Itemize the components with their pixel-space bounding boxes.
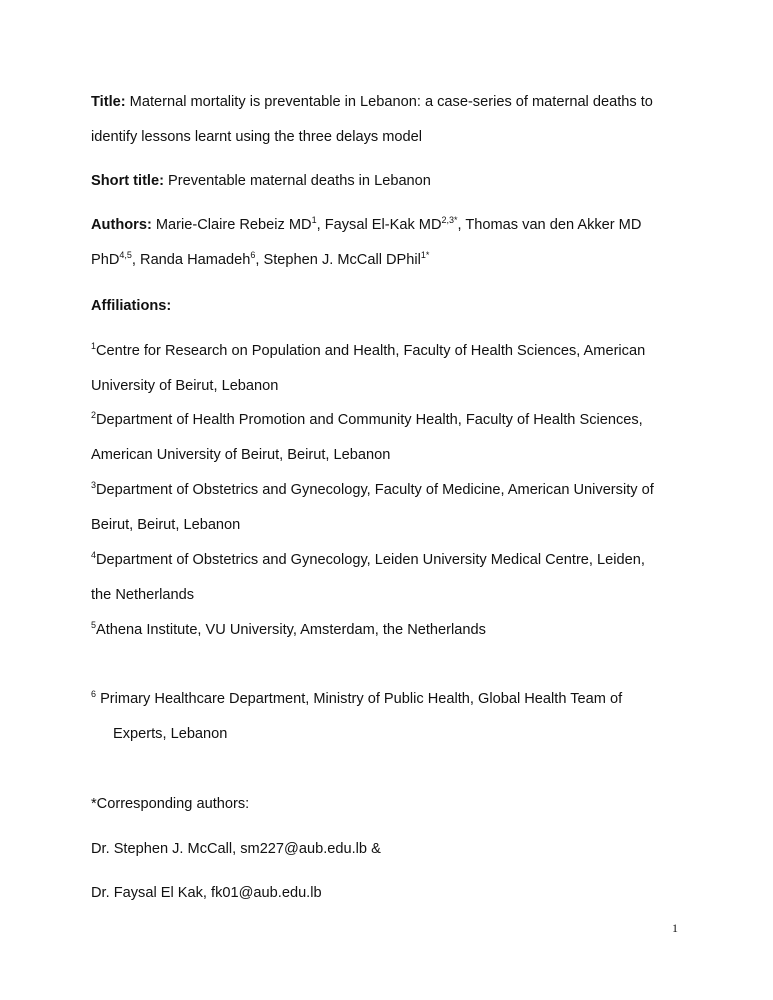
authors-line-2	[91, 251, 429, 269]
affiliation-5-text: Athena Institute, VU University, Amsterdam, the Netherlands	[96, 622, 486, 638]
affiliation-4-line-2	[91, 586, 194, 604]
authors-label: Authors:	[91, 217, 152, 233]
affiliation-2-sup: 2	[91, 410, 97, 420]
affiliation-3-line-1	[91, 481, 654, 499]
affiliations-heading	[91, 297, 171, 315]
affiliations-label: Affiliations:	[91, 298, 172, 314]
author-3-name: Thomas van den Akker MD	[465, 217, 642, 233]
affiliation-6-sup: 6	[91, 689, 97, 699]
affiliation-5-sup: 5	[91, 620, 97, 630]
author-5-name: Stephen J. McCall DPhil	[263, 252, 421, 268]
author-1-name: Marie-Claire Rebeiz MD	[155, 217, 312, 233]
affiliation-4-sup: 4	[91, 550, 97, 560]
author-3-name-cont: PhD	[91, 252, 120, 268]
authors-line-1	[91, 216, 641, 234]
affiliation-2-text: Department of Health Promotion and Community Health, Faculty of Health Sciences,	[96, 412, 643, 428]
affiliation-3-text-cont: Beirut, Beirut, Lebanon	[91, 517, 241, 533]
affiliation-5-line-1	[91, 621, 486, 639]
corresponding-label: *Corresponding authors:	[91, 796, 250, 812]
author-2-sup: 2,3*	[441, 215, 458, 225]
short-title-label: Short title:	[91, 173, 164, 189]
author-5-sup: 1*	[420, 250, 430, 260]
affiliation-3-line-2	[91, 516, 240, 534]
author-4-sup: 6	[250, 250, 256, 260]
short-title-text: Preventable maternal deaths in Lebanon	[168, 173, 431, 189]
title-text-cont: identify lessons learnt using the three delays model	[91, 129, 422, 145]
author-sep: ,	[131, 252, 136, 268]
corresponding-author-2-text: Dr. Faysal El Kak, fk01@aub.edu.lb	[91, 885, 322, 901]
corresponding-author-1-text: Dr. Stephen J. McCall, sm227@aub.edu.lb &	[91, 841, 381, 857]
affiliation-2-line-2	[91, 446, 390, 464]
affiliation-6-text-cont: Experts, Lebanon	[113, 726, 228, 742]
page-number: 1	[672, 921, 678, 935]
author-1-sup: 1	[311, 215, 317, 225]
corresponding-heading	[91, 795, 249, 813]
corresponding-author-1	[91, 840, 381, 858]
affiliation-3-sup: 3	[91, 480, 97, 490]
author-4-name: Randa Hamadeh	[140, 252, 251, 268]
author-sep: ,	[316, 217, 321, 233]
title-text: Maternal mortality is preventable in Lebanon: a case-series of maternal deaths to	[129, 94, 653, 110]
affiliation-1-text-cont: University of Beirut, Lebanon	[91, 378, 279, 394]
affiliation-4-text: Department of Obstetrics and Gynecology, Leiden University Medical Centre, Leiden,	[96, 552, 645, 568]
title-label: Title:	[91, 94, 126, 110]
affiliation-6-line-2	[113, 725, 227, 743]
affiliation-2-text-cont: American University of Beirut, Beirut, Lebanon	[91, 447, 391, 463]
affiliation-6-text: Primary Healthcare Department, Ministry of Public Health, Global Health Team of	[100, 691, 623, 707]
affiliation-1-line-2	[91, 377, 278, 395]
affiliation-3-text: Department of Obstetrics and Gynecology, Faculty of Medicine, American University of	[96, 482, 654, 498]
affiliation-1-sup: 1	[91, 341, 97, 351]
title-line-2	[91, 128, 422, 146]
affiliation-2-line-1	[91, 411, 643, 429]
author-2-name: Faysal El-Kak MD	[324, 217, 442, 233]
affiliation-1-text: Centre for Research on Population and Health, Faculty of Health Sciences, American	[96, 343, 646, 359]
affiliation-4-text-cont: the Netherlands	[91, 587, 195, 603]
corresponding-author-2	[91, 884, 322, 902]
affiliation-4-line-1	[91, 551, 645, 569]
author-sep: ,	[255, 252, 260, 268]
author-sep: ,	[457, 217, 462, 233]
affiliation-6-line-1	[91, 690, 622, 708]
title-line-1	[91, 93, 653, 111]
affiliation-1-line-1	[91, 342, 645, 360]
short-title	[91, 172, 431, 190]
author-3-sup: 4,5	[119, 250, 132, 260]
